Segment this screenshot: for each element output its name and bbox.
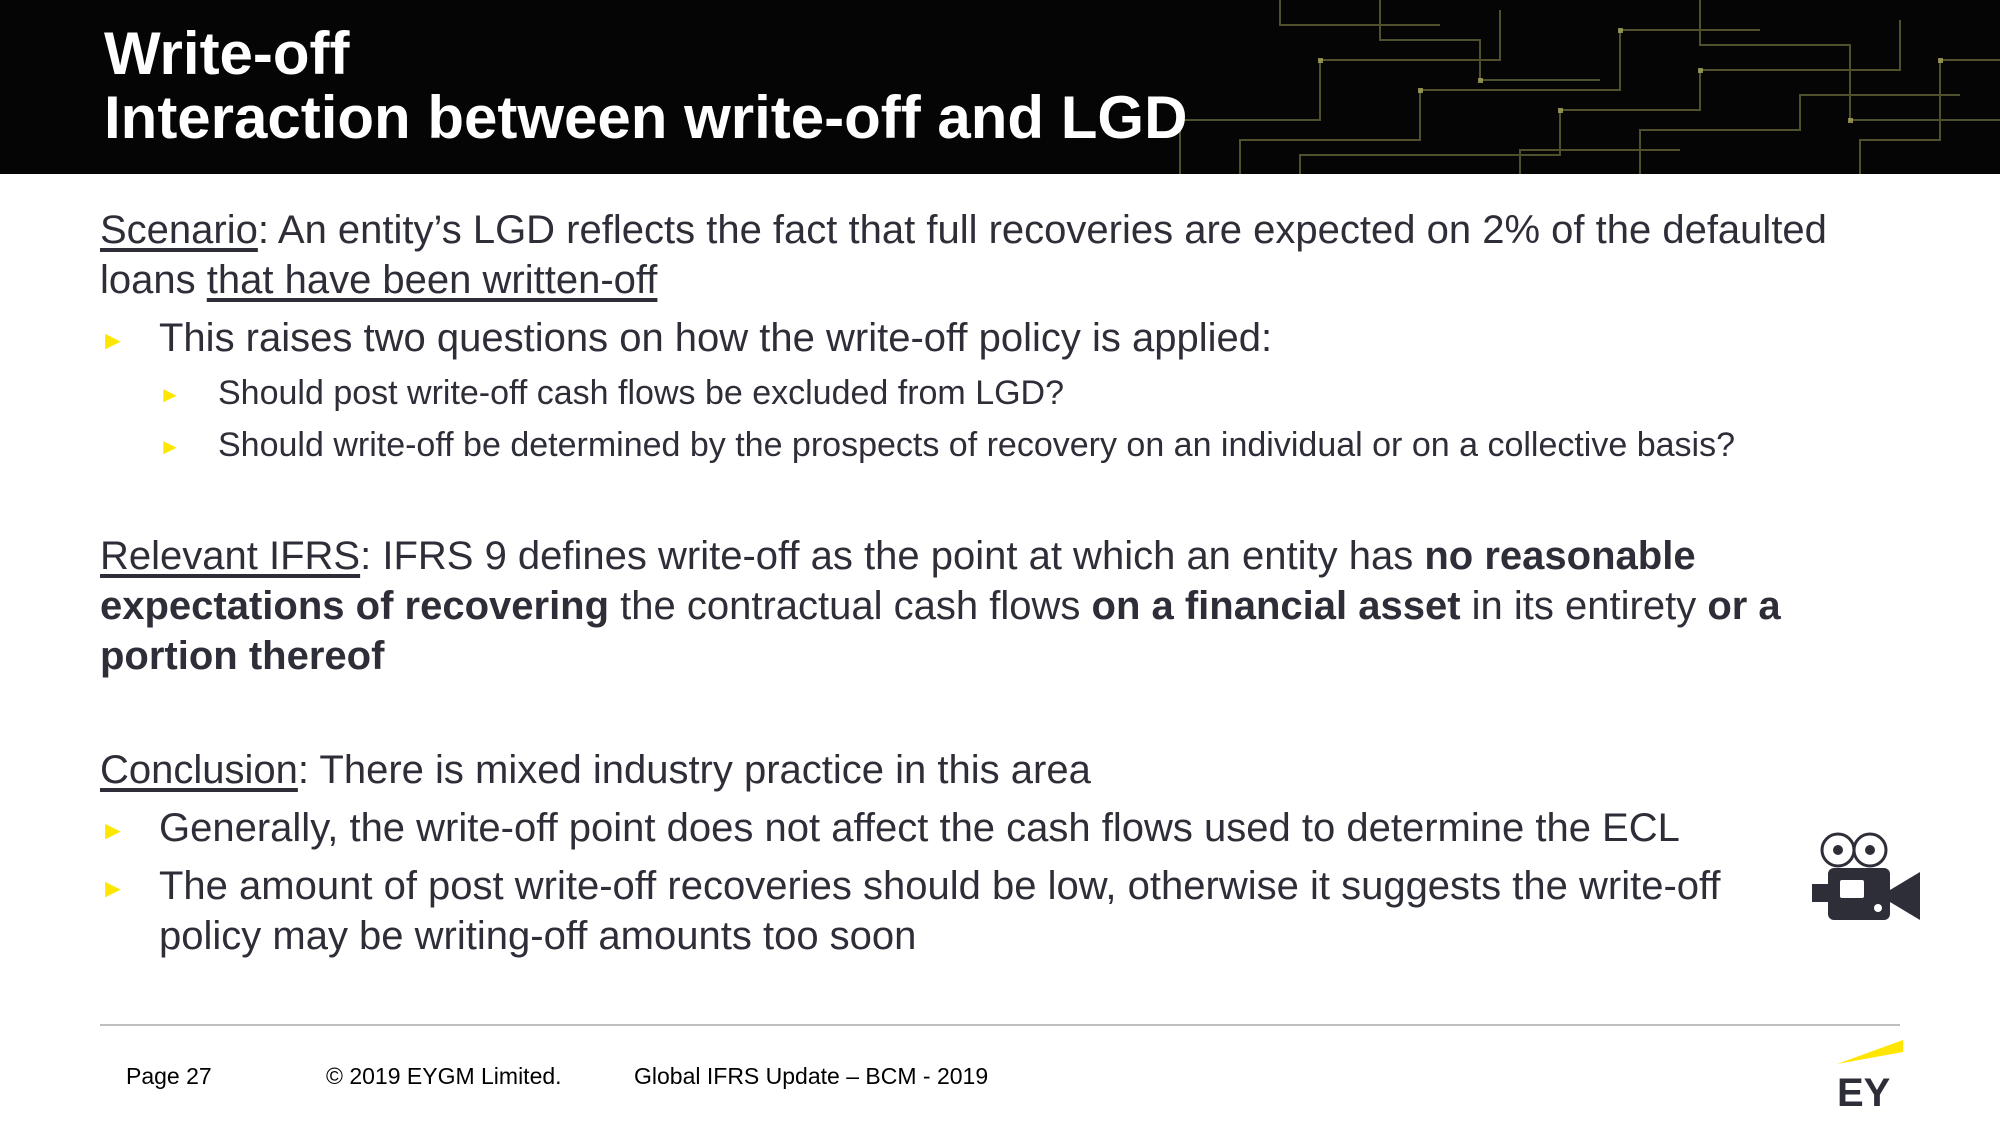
list-item — [100, 313, 1920, 467]
sub-bullet-text: Should post write-off cash flows be excluded from LGD? — [218, 374, 1065, 412]
ifrs-paragraph — [100, 531, 1920, 681]
list-item — [100, 803, 1820, 853]
bullet-arrow-icon: ► — [159, 434, 181, 459]
ifrs-bold-text: or a portion thereof — [100, 584, 1781, 678]
video-camera-icon[interactable] — [1808, 828, 1926, 928]
scenario-label: Scenario — [100, 208, 258, 252]
slide-body — [100, 205, 1920, 961]
conclusion-paragraph — [100, 745, 1920, 795]
event-name: Global IFRS Update – BCM - 2019 — [634, 1063, 989, 1089]
scenario-sub-bullets — [159, 371, 1920, 467]
ifrs-bold-text: on a financial asset — [1091, 584, 1461, 628]
scenario-paragraph — [100, 205, 1920, 305]
bullet-arrow-icon: ► — [100, 815, 126, 845]
sub-bullet-text: Should write-off be determined by the prospects of recovery on an individual or on a collective basis? — [218, 426, 1736, 464]
conclusion-text: : There is mixed industry practice in this area — [297, 748, 1091, 792]
scenario-bullets — [100, 313, 1920, 467]
ey-logo — [1835, 1038, 1905, 1110]
title-banner — [0, 0, 2000, 174]
scenario-underlined-text: that have been written-off — [206, 258, 658, 302]
conclusion-bullet-text: The amount of post write-off recoveries should be low, otherwise it suggests the write-off policy may be writing-off amounts too soon — [159, 864, 1721, 958]
scenario-text: : An entity’s LGD reflects the fact that full recoveries are expected on 2% of the defaulted loans — [100, 208, 1827, 302]
list-item — [159, 371, 1920, 415]
conclusion-bullet-text: Generally, the write-off point does not affect the cash flows used to determine the ECL — [159, 806, 1680, 850]
slide-title — [104, 22, 1187, 150]
conclusion-label: Conclusion — [100, 748, 298, 792]
title-line-1: Write-off — [104, 20, 350, 87]
ey-logo-text: EY — [1837, 1071, 1891, 1110]
scenario-bullet-text: This raises two questions on how the write-off policy is applied: — [159, 316, 1273, 360]
ifrs-text: in its entirety — [1460, 584, 1708, 628]
bullet-arrow-icon: ► — [159, 382, 181, 407]
footer-divider — [100, 1024, 1900, 1026]
list-item — [100, 861, 1820, 961]
copyright: © 2019 EYGM Limited. — [326, 1063, 562, 1089]
ifrs-label: Relevant IFRS — [100, 534, 361, 578]
conclusion-bullets — [100, 803, 1820, 961]
ifrs-text: the contractual cash flows — [609, 584, 1092, 628]
ifrs-text: : IFRS 9 defines write-off as the point at which an entity has — [360, 534, 1425, 578]
page-number: Page 27 — [126, 1063, 212, 1089]
title-line-2: Interaction between write-off and LGD — [104, 84, 1188, 151]
bullet-arrow-icon: ► — [100, 325, 126, 355]
bullet-arrow-icon: ► — [100, 873, 126, 903]
ifrs-bold-text: no reasonable expectations of recovering — [100, 534, 1696, 628]
list-item — [159, 423, 1920, 467]
